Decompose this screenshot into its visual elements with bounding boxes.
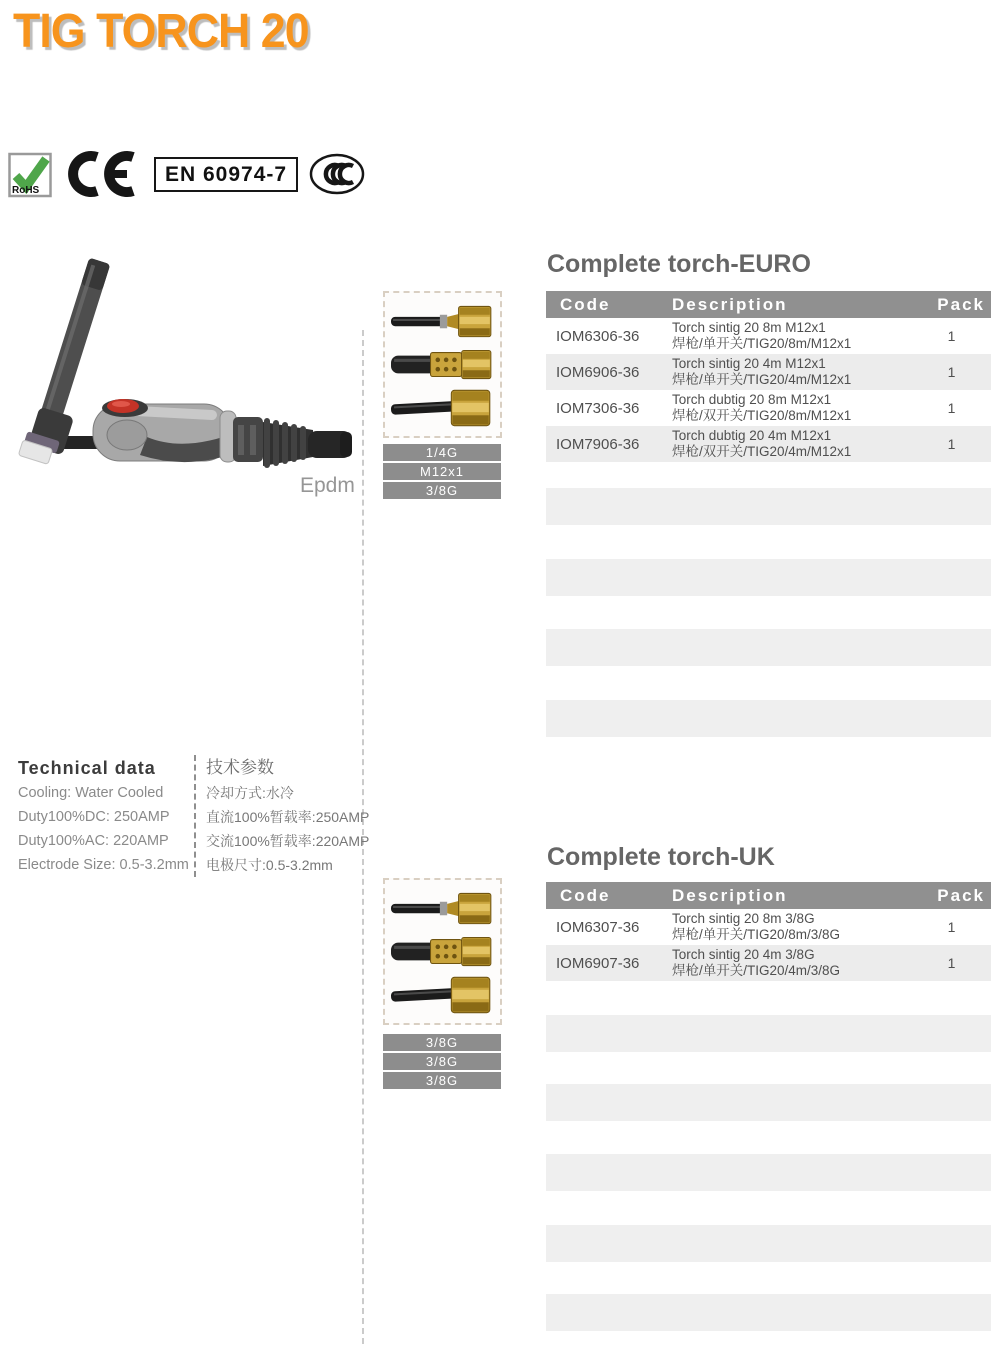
technical-data-heading-cn: 技术参数 <box>206 758 274 777</box>
technical-data-block <box>18 755 370 877</box>
cell-pack: 1 <box>947 364 956 380</box>
cell-description <box>672 390 912 426</box>
rohs-badge <box>8 149 52 199</box>
table-row <box>546 426 991 462</box>
rohs-label: RoHS <box>12 185 40 196</box>
description-cn: 焊枪/单开关/TIG20/4m/M12x1 <box>672 372 852 387</box>
table-row <box>546 354 991 390</box>
cable-connector-photo <box>391 387 495 429</box>
col-header-code: Code <box>560 294 611 314</box>
tech-row-cn: 冷却方式:水冷 <box>206 785 294 801</box>
cable-connector-photo <box>391 930 495 972</box>
tech-row-en: Cooling: Water Cooled <box>18 785 164 801</box>
cell-pack: 1 <box>947 436 956 452</box>
empty-row-placeholder <box>546 1084 991 1121</box>
description-cn: 焊枪/双开关/TIG20/8m/M12x1 <box>672 408 852 423</box>
description-en: Torch sintig 20 4m M12x1 <box>672 356 826 371</box>
cell-code: IOM6307-36 <box>556 918 640 936</box>
cell-description <box>672 909 912 945</box>
technical-data-heading-en: Technical data <box>18 758 156 778</box>
empty-row-placeholder <box>546 559 991 596</box>
cable-connector-photo <box>391 300 495 342</box>
description-en: Torch dubtig 20 8m M12x1 <box>672 392 832 407</box>
cell-description <box>672 354 912 390</box>
cell-code: IOM6906-36 <box>556 363 640 381</box>
cell-code: IOM6907-36 <box>556 954 640 972</box>
connector-labels-top <box>383 444 501 499</box>
empty-row-placeholder <box>546 1294 991 1331</box>
description-cn: 焊枪/双开关/TIG20/4m/M12x1 <box>672 444 852 459</box>
page-title: TIG TORCH 20 <box>13 5 309 58</box>
col-header-pack: Pack <box>937 885 985 905</box>
uk-table-header <box>546 882 991 909</box>
cell-pack: 1 <box>947 328 956 344</box>
cell-code: IOM7306-36 <box>556 399 640 417</box>
description-cn: 焊枪/单开关/TIG20/8m/M12x1 <box>672 336 852 351</box>
tech-row-cn: 直流100%暂载率:250AMP <box>206 809 370 825</box>
uk-table <box>546 882 991 981</box>
technical-data-en <box>18 755 194 877</box>
cell-description <box>672 945 912 981</box>
connector-size-label: M12x1 <box>383 463 501 480</box>
connector-size-label: 3/8G <box>383 1034 501 1051</box>
cell-description <box>672 426 912 462</box>
cell-description <box>672 318 912 354</box>
empty-row-placeholder <box>546 1015 991 1052</box>
tech-row-en: Electrode Size: 0.5-3.2mm <box>18 857 189 873</box>
cable-connector-photo <box>391 974 495 1016</box>
connector-size-label: 3/8G <box>383 1072 501 1089</box>
tig-torch-product-image <box>5 255 375 505</box>
cell-pack: 1 <box>947 400 956 416</box>
cell-pack: 1 <box>947 955 956 971</box>
ccc-mark-icon <box>309 153 365 195</box>
col-header-description: Description <box>672 885 788 905</box>
tech-row-cn: 电极尺寸:0.5-3.2mm <box>206 857 333 873</box>
tech-row-cn: 交流100%暂载率:220AMP <box>206 833 370 849</box>
connector-size-label: 3/8G <box>383 1053 501 1070</box>
tech-row-en: Duty100%AC: 220AMP <box>18 833 169 849</box>
cell-code: IOM7906-36 <box>556 435 640 453</box>
connector-photos-top <box>383 291 502 438</box>
description-en: Torch sintig 20 8m M12x1 <box>672 320 826 335</box>
certification-logos <box>8 149 365 199</box>
description-cn: 焊枪/单开关/TIG20/4m/3/8G <box>672 963 841 978</box>
euro-table-header <box>546 291 991 318</box>
col-header-description: Description <box>672 294 788 314</box>
col-header-code: Code <box>560 885 611 905</box>
empty-row-placeholder <box>546 1154 991 1191</box>
tech-row-en: Duty100%DC: 250AMP <box>18 809 170 825</box>
cell-pack: 1 <box>947 919 956 935</box>
connector-photos-bottom <box>383 878 502 1025</box>
euro-table <box>546 291 991 462</box>
empty-row-placeholder <box>546 629 991 666</box>
connector-labels-bottom <box>383 1034 501 1089</box>
description-en: Torch sintig 20 8m 3/8G <box>672 911 815 926</box>
uk-section-heading: Complete torch-UK <box>547 843 775 871</box>
material-label: Epdm <box>300 474 355 497</box>
empty-row-placeholder <box>546 1225 991 1262</box>
empty-row-placeholder <box>546 488 991 525</box>
description-en: Torch dubtig 20 4m M12x1 <box>672 428 832 443</box>
cell-code: IOM6306-36 <box>556 327 640 345</box>
table-row <box>546 945 991 981</box>
table-row <box>546 318 991 354</box>
cable-connector-photo <box>391 887 495 929</box>
empty-row-placeholder <box>546 700 991 737</box>
table-row <box>546 909 991 945</box>
technical-data-cn <box>194 755 370 877</box>
euro-section-heading: Complete torch-EURO <box>547 250 811 278</box>
connector-size-label: 3/8G <box>383 482 501 499</box>
table-row <box>546 390 991 426</box>
en-standard-badge: EN 60974-7 <box>154 157 298 192</box>
connector-size-label: 1/4G <box>383 444 501 461</box>
ce-mark-icon <box>63 150 143 198</box>
cable-connector-photo <box>391 343 495 385</box>
description-cn: 焊枪/单开关/TIG20/8m/3/8G <box>672 927 841 942</box>
description-en: Torch sintig 20 4m 3/8G <box>672 947 815 962</box>
col-header-pack: Pack <box>937 294 985 314</box>
